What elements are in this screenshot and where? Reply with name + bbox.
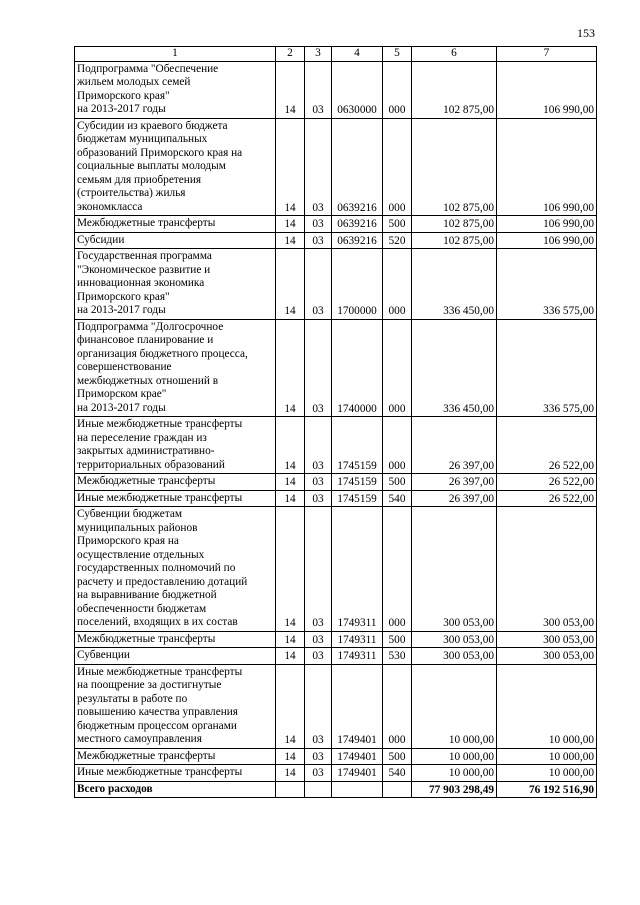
row-value-cell: 26 522,00 [497, 417, 597, 474]
row-value-cell: 102 875,00 [412, 118, 497, 216]
header-cell: 3 [305, 47, 332, 62]
header-cell: 5 [383, 47, 412, 62]
row-value-cell: 000 [383, 417, 412, 474]
row-value-cell: 26 397,00 [412, 417, 497, 474]
row-value-cell: 0639216 [332, 232, 383, 249]
row-value-cell: 03 [305, 61, 332, 118]
row-value-cell: 14 [276, 232, 305, 249]
row-value-cell: 000 [383, 319, 412, 417]
header-cell: 1 [75, 47, 276, 62]
row-value-cell: 000 [383, 507, 412, 632]
table-body [75, 47, 597, 798]
row-name-cell: Межбюджетные трансферты [75, 474, 276, 491]
header-cell: 7 [497, 47, 597, 62]
row-value-cell: 03 [305, 232, 332, 249]
row-value-cell: 03 [305, 490, 332, 507]
row-value-cell: 26 397,00 [412, 474, 497, 491]
row-value-cell: 14 [276, 765, 305, 782]
row-value-cell: 1745159 [332, 490, 383, 507]
row-value-cell: 500 [383, 631, 412, 648]
empty-cell [332, 781, 383, 798]
row-value-cell: 03 [305, 507, 332, 632]
table-row [75, 648, 597, 665]
row-value-cell: 530 [383, 648, 412, 665]
row-name-cell: Субсидии из краевого бюджета бюджетам муниципальных образований Приморского края на социальные выплаты молодым семьям для приобретения (строительства) жилья экономкласса [75, 118, 276, 216]
row-value-cell: 106 990,00 [497, 118, 597, 216]
row-value-cell: 14 [276, 490, 305, 507]
row-value-cell: 10 000,00 [412, 765, 497, 782]
row-value-cell: 300 053,00 [497, 648, 597, 665]
row-value-cell: 03 [305, 249, 332, 320]
row-value-cell: 0639216 [332, 216, 383, 233]
row-value-cell: 03 [305, 417, 332, 474]
row-value-cell: 10 000,00 [412, 664, 497, 748]
total-value-cell: 76 192 516,90 [497, 781, 597, 798]
table-row [75, 216, 597, 233]
row-value-cell: 0639216 [332, 118, 383, 216]
row-value-cell: 500 [383, 216, 412, 233]
row-value-cell: 03 [305, 216, 332, 233]
row-value-cell: 14 [276, 474, 305, 491]
table-row [75, 490, 597, 507]
row-value-cell: 000 [383, 664, 412, 748]
row-value-cell: 14 [276, 748, 305, 765]
row-value-cell: 1749311 [332, 648, 383, 665]
table-row [75, 118, 597, 216]
row-value-cell: 1745159 [332, 474, 383, 491]
empty-cell [305, 781, 332, 798]
row-value-cell: 300 053,00 [412, 507, 497, 632]
row-value-cell: 102 875,00 [412, 61, 497, 118]
row-name-cell: Межбюджетные трансферты [75, 216, 276, 233]
row-value-cell: 336 575,00 [497, 249, 597, 320]
row-name-cell: Субвенции [75, 648, 276, 665]
row-value-cell: 1749311 [332, 507, 383, 632]
page-number: 153 [577, 26, 595, 40]
row-value-cell: 336 450,00 [412, 249, 497, 320]
row-value-cell: 500 [383, 474, 412, 491]
row-value-cell: 14 [276, 648, 305, 665]
row-name-cell: Иные межбюджетные трансферты [75, 490, 276, 507]
row-value-cell: 300 053,00 [497, 507, 597, 632]
row-value-cell: 336 450,00 [412, 319, 497, 417]
row-name-cell: Иные межбюджетные трансферты на поощрение за достигнутые результаты в работе по повышению качества управления бюджетным процессом органами местного самоуправления [75, 664, 276, 748]
row-value-cell: 102 875,00 [412, 216, 497, 233]
table-header-row [75, 47, 597, 62]
empty-cell [383, 781, 412, 798]
total-label: Всего расходов [75, 781, 276, 798]
row-value-cell: 14 [276, 507, 305, 632]
table-row [75, 319, 597, 417]
row-value-cell: 106 990,00 [497, 216, 597, 233]
table-row [75, 765, 597, 782]
row-name-cell: Подпрограмма "Долгосрочное финансовое планирование и организация бюджетного процесса, совершенствование межбюджетных отношений в Приморском крае" на 2013-2017 годы [75, 319, 276, 417]
row-value-cell: 26 522,00 [497, 474, 597, 491]
row-value-cell: 1749401 [332, 748, 383, 765]
row-value-cell: 1740000 [332, 319, 383, 417]
table-row [75, 748, 597, 765]
table-row [75, 249, 597, 320]
row-value-cell: 14 [276, 118, 305, 216]
row-value-cell: 03 [305, 765, 332, 782]
row-name-cell: Иные межбюджетные трансферты на переселение граждан из закрытых административно- территориальных образований [75, 417, 276, 474]
row-value-cell: 14 [276, 631, 305, 648]
row-value-cell: 1700000 [332, 249, 383, 320]
row-value-cell: 14 [276, 61, 305, 118]
row-value-cell: 14 [276, 249, 305, 320]
table-row [75, 232, 597, 249]
row-name-cell: Подпрограмма "Обеспечение жильем молодых семей Приморского края" на 2013-2017 годы [75, 61, 276, 118]
row-value-cell: 0630000 [332, 61, 383, 118]
table-row [75, 664, 597, 748]
row-value-cell: 1745159 [332, 417, 383, 474]
row-value-cell: 1749401 [332, 765, 383, 782]
header-cell: 4 [332, 47, 383, 62]
row-value-cell: 26 397,00 [412, 490, 497, 507]
row-value-cell: 300 053,00 [497, 631, 597, 648]
row-value-cell: 1749311 [332, 631, 383, 648]
row-value-cell: 336 575,00 [497, 319, 597, 417]
row-value-cell: 300 053,00 [412, 631, 497, 648]
row-value-cell: 106 990,00 [497, 61, 597, 118]
table-row [75, 61, 597, 118]
row-value-cell: 1749401 [332, 664, 383, 748]
row-value-cell: 540 [383, 765, 412, 782]
row-value-cell: 03 [305, 748, 332, 765]
row-value-cell: 03 [305, 118, 332, 216]
row-value-cell: 10 000,00 [497, 748, 597, 765]
row-name-cell: Межбюджетные трансферты [75, 631, 276, 648]
header-cell: 6 [412, 47, 497, 62]
table-row [75, 417, 597, 474]
row-value-cell: 14 [276, 664, 305, 748]
row-value-cell: 102 875,00 [412, 232, 497, 249]
row-value-cell: 14 [276, 216, 305, 233]
row-value-cell: 03 [305, 319, 332, 417]
row-value-cell: 03 [305, 474, 332, 491]
header-cell: 2 [276, 47, 305, 62]
row-value-cell: 03 [305, 664, 332, 748]
row-value-cell: 03 [305, 648, 332, 665]
row-value-cell: 26 522,00 [497, 490, 597, 507]
row-value-cell: 10 000,00 [412, 748, 497, 765]
row-value-cell: 300 053,00 [412, 648, 497, 665]
row-value-cell: 14 [276, 417, 305, 474]
row-value-cell: 10 000,00 [497, 664, 597, 748]
row-value-cell: 000 [383, 118, 412, 216]
row-value-cell: 10 000,00 [497, 765, 597, 782]
row-name-cell: Субвенции бюджетам муниципальных районов Приморского края на осуществление отдельных государственных полномочий по расчету и предоставлению дотаций на выравнивание бюджетной обеспеченности бюджетам поселений, входящих в их состав [75, 507, 276, 632]
row-value-cell: 14 [276, 319, 305, 417]
table-row [75, 631, 597, 648]
row-value-cell: 000 [383, 61, 412, 118]
row-value-cell: 000 [383, 249, 412, 320]
row-value-cell: 540 [383, 490, 412, 507]
total-row [75, 781, 597, 798]
row-value-cell: 520 [383, 232, 412, 249]
empty-cell [276, 781, 305, 798]
row-name-cell: Межбюджетные трансферты [75, 748, 276, 765]
total-value-cell: 77 903 298,49 [412, 781, 497, 798]
row-name-cell: Государственная программа "Экономическое развитие и инновационная экономика Приморского края" на 2013-2017 годы [75, 249, 276, 320]
row-name-cell: Иные межбюджетные трансферты [75, 765, 276, 782]
row-value-cell: 03 [305, 631, 332, 648]
row-name-cell: Субсидии [75, 232, 276, 249]
table-row [75, 507, 597, 632]
budget-table [74, 46, 597, 798]
table-row [75, 474, 597, 491]
row-value-cell: 500 [383, 748, 412, 765]
row-value-cell: 106 990,00 [497, 232, 597, 249]
